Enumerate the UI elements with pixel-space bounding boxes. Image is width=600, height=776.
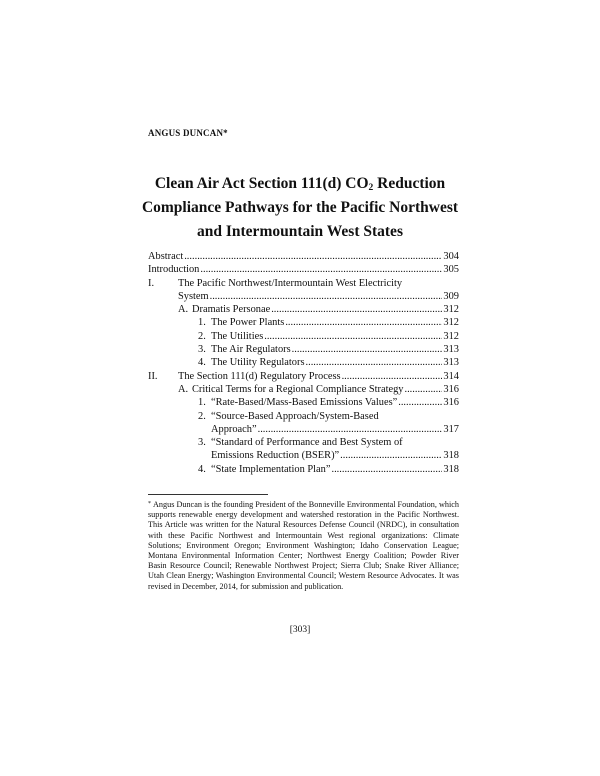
toc-entry-label: The Utilities [211,330,264,342]
toc-entry-number: II. [148,370,158,382]
toc-entry-page: 316 [443,383,459,395]
toc-entry-page: 309 [443,290,459,302]
toc-entry-page: 312 [443,330,459,342]
toc-entry-label: Critical Terms for a Regional Compliance Strategy [192,383,404,395]
toc-entry-page: 312 [443,317,459,329]
title-subscript: 2 [368,183,374,193]
toc-entry-label: Dramatis Personae [192,304,271,316]
toc-entry-label-cont: Approach” [211,423,257,435]
toc-entry-number: 2. [198,410,206,422]
toc-leader-dots [184,250,442,263]
title-line-1-text: Clean Air Act Section 111(d) CO [154,175,369,192]
toc-entry-number: 1. [198,317,206,329]
footnote-divider [148,494,268,495]
toc-leader-dots [200,263,442,276]
toc-entry-label: “State Implementation Plan” [211,463,331,475]
toc-entry-page: 314 [443,370,459,382]
footnote-text: Angus Duncan is the founding President of the Bonneville Environmental Foundation, which supports renewable energy development and watershed restoration in the Pacific Northwest. This Article was written for the Natural Resources Defense Council (NRDC), in consultation with these Pacific Northwest and Intermountain West regional organizations: Climate Solutions; Environment Oregon; Environment Washington; Idaho Conservation League; Montana Environmental Information Center; Northwest Energy Coalition; Powder River Basin Resource Council; Renewable Northwest Project; Sierra Club; Snake River Alliance; Utah Clean Energy; Washington Environmental Council; Western Resource Advocates. It was revised in December, 2014, for submission and publication. [148,500,459,591]
toc-entry-number: 4. [198,357,206,369]
toc-entry[interactable] [148,250,459,263]
toc-entry[interactable] [148,263,459,276]
toc-entry[interactable] [148,436,459,449]
toc-entry-number: 2. [198,330,206,342]
toc-leader-dots [285,316,442,329]
toc-entry-number: 4. [198,463,206,475]
title-line-1 [100,172,500,196]
toc-entry-label-cont: System [178,290,209,302]
toc-entry-label: The Utility Regulators [211,357,305,369]
toc-entry[interactable] [148,370,459,383]
article-title [100,172,500,244]
toc-entry[interactable] [148,330,459,343]
toc-leader-dots [398,396,442,409]
toc-entry-number: 3. [198,344,206,356]
toc-leader-dots [258,423,443,436]
toc-entry[interactable] [148,303,459,316]
toc-entry-number: A. [178,304,189,316]
toc-entry-page: 316 [443,397,459,409]
toc-entry-page: 304 [443,251,459,262]
toc-entry-number: I. [148,277,155,289]
toc-entry-number: 3. [198,437,206,449]
toc-leader-dots [271,303,442,316]
toc-leader-dots [404,383,442,396]
toc-entry[interactable] [148,410,459,423]
toc-leader-dots [264,330,442,343]
toc-entry-label: “Source-Based Approach/System-Based [211,410,379,422]
toc-leader-dots [331,463,442,476]
toc-leader-dots [306,356,443,369]
toc-entry-number: A. [178,383,189,395]
toc-entry-page: 317 [443,423,459,435]
toc-entry-number: 1. [198,397,206,409]
toc-entry-continuation[interactable] [148,290,459,303]
toc-entry-label: Abstract [148,251,184,262]
toc-leader-dots [340,449,442,462]
toc-entry-label: Introduction [148,264,200,276]
toc-entry[interactable] [148,356,459,369]
toc-entry[interactable] [148,277,459,290]
footnote [148,499,459,592]
toc-entry-continuation[interactable] [148,449,459,462]
toc-entry[interactable] [148,343,459,356]
toc-entry-page: 313 [443,357,459,369]
footnote-mark: * [148,501,151,507]
title-line-2: Compliance Pathways for the Pacific Northwest [141,199,459,216]
toc-entry-page: 318 [443,463,459,475]
toc-entry-label: The Power Plants [211,317,285,329]
toc-entry-label: The Section 111(d) Regulatory Process [178,370,341,382]
toc-leader-dots [342,370,443,383]
toc-entry-page: 318 [443,450,459,462]
toc-entry-continuation[interactable] [148,423,459,436]
toc-entry-label: The Air Regulators [211,344,291,356]
toc-entry-label: “Rate-Based/Mass-Based Emissions Values” [211,397,398,409]
page-number: [303] [289,625,311,635]
toc-entry-label: “Standard of Performance and Best System of [211,437,403,449]
toc-entry-page: 305 [443,264,459,276]
toc-entry-label: The Pacific Northwest/Intermountain West Electricity [178,277,403,289]
toc-entry[interactable] [148,463,459,476]
toc-entry-label-cont: Emissions Reduction (BSER)” [211,450,340,462]
toc-entry[interactable] [148,383,459,396]
toc-entry-page: 313 [443,344,459,356]
toc-leader-dots [210,290,443,303]
toc-entry[interactable] [148,396,459,409]
toc-entry[interactable] [148,316,459,329]
toc-entry-page: 312 [443,304,459,316]
toc-leader-dots [292,343,443,356]
table-of-contents [148,250,459,476]
author-name: ANGUS DUNCAN* [148,128,228,138]
title-line-3: and Intermountain West States [197,223,403,240]
title-line-1-end: Reduction [373,175,446,192]
